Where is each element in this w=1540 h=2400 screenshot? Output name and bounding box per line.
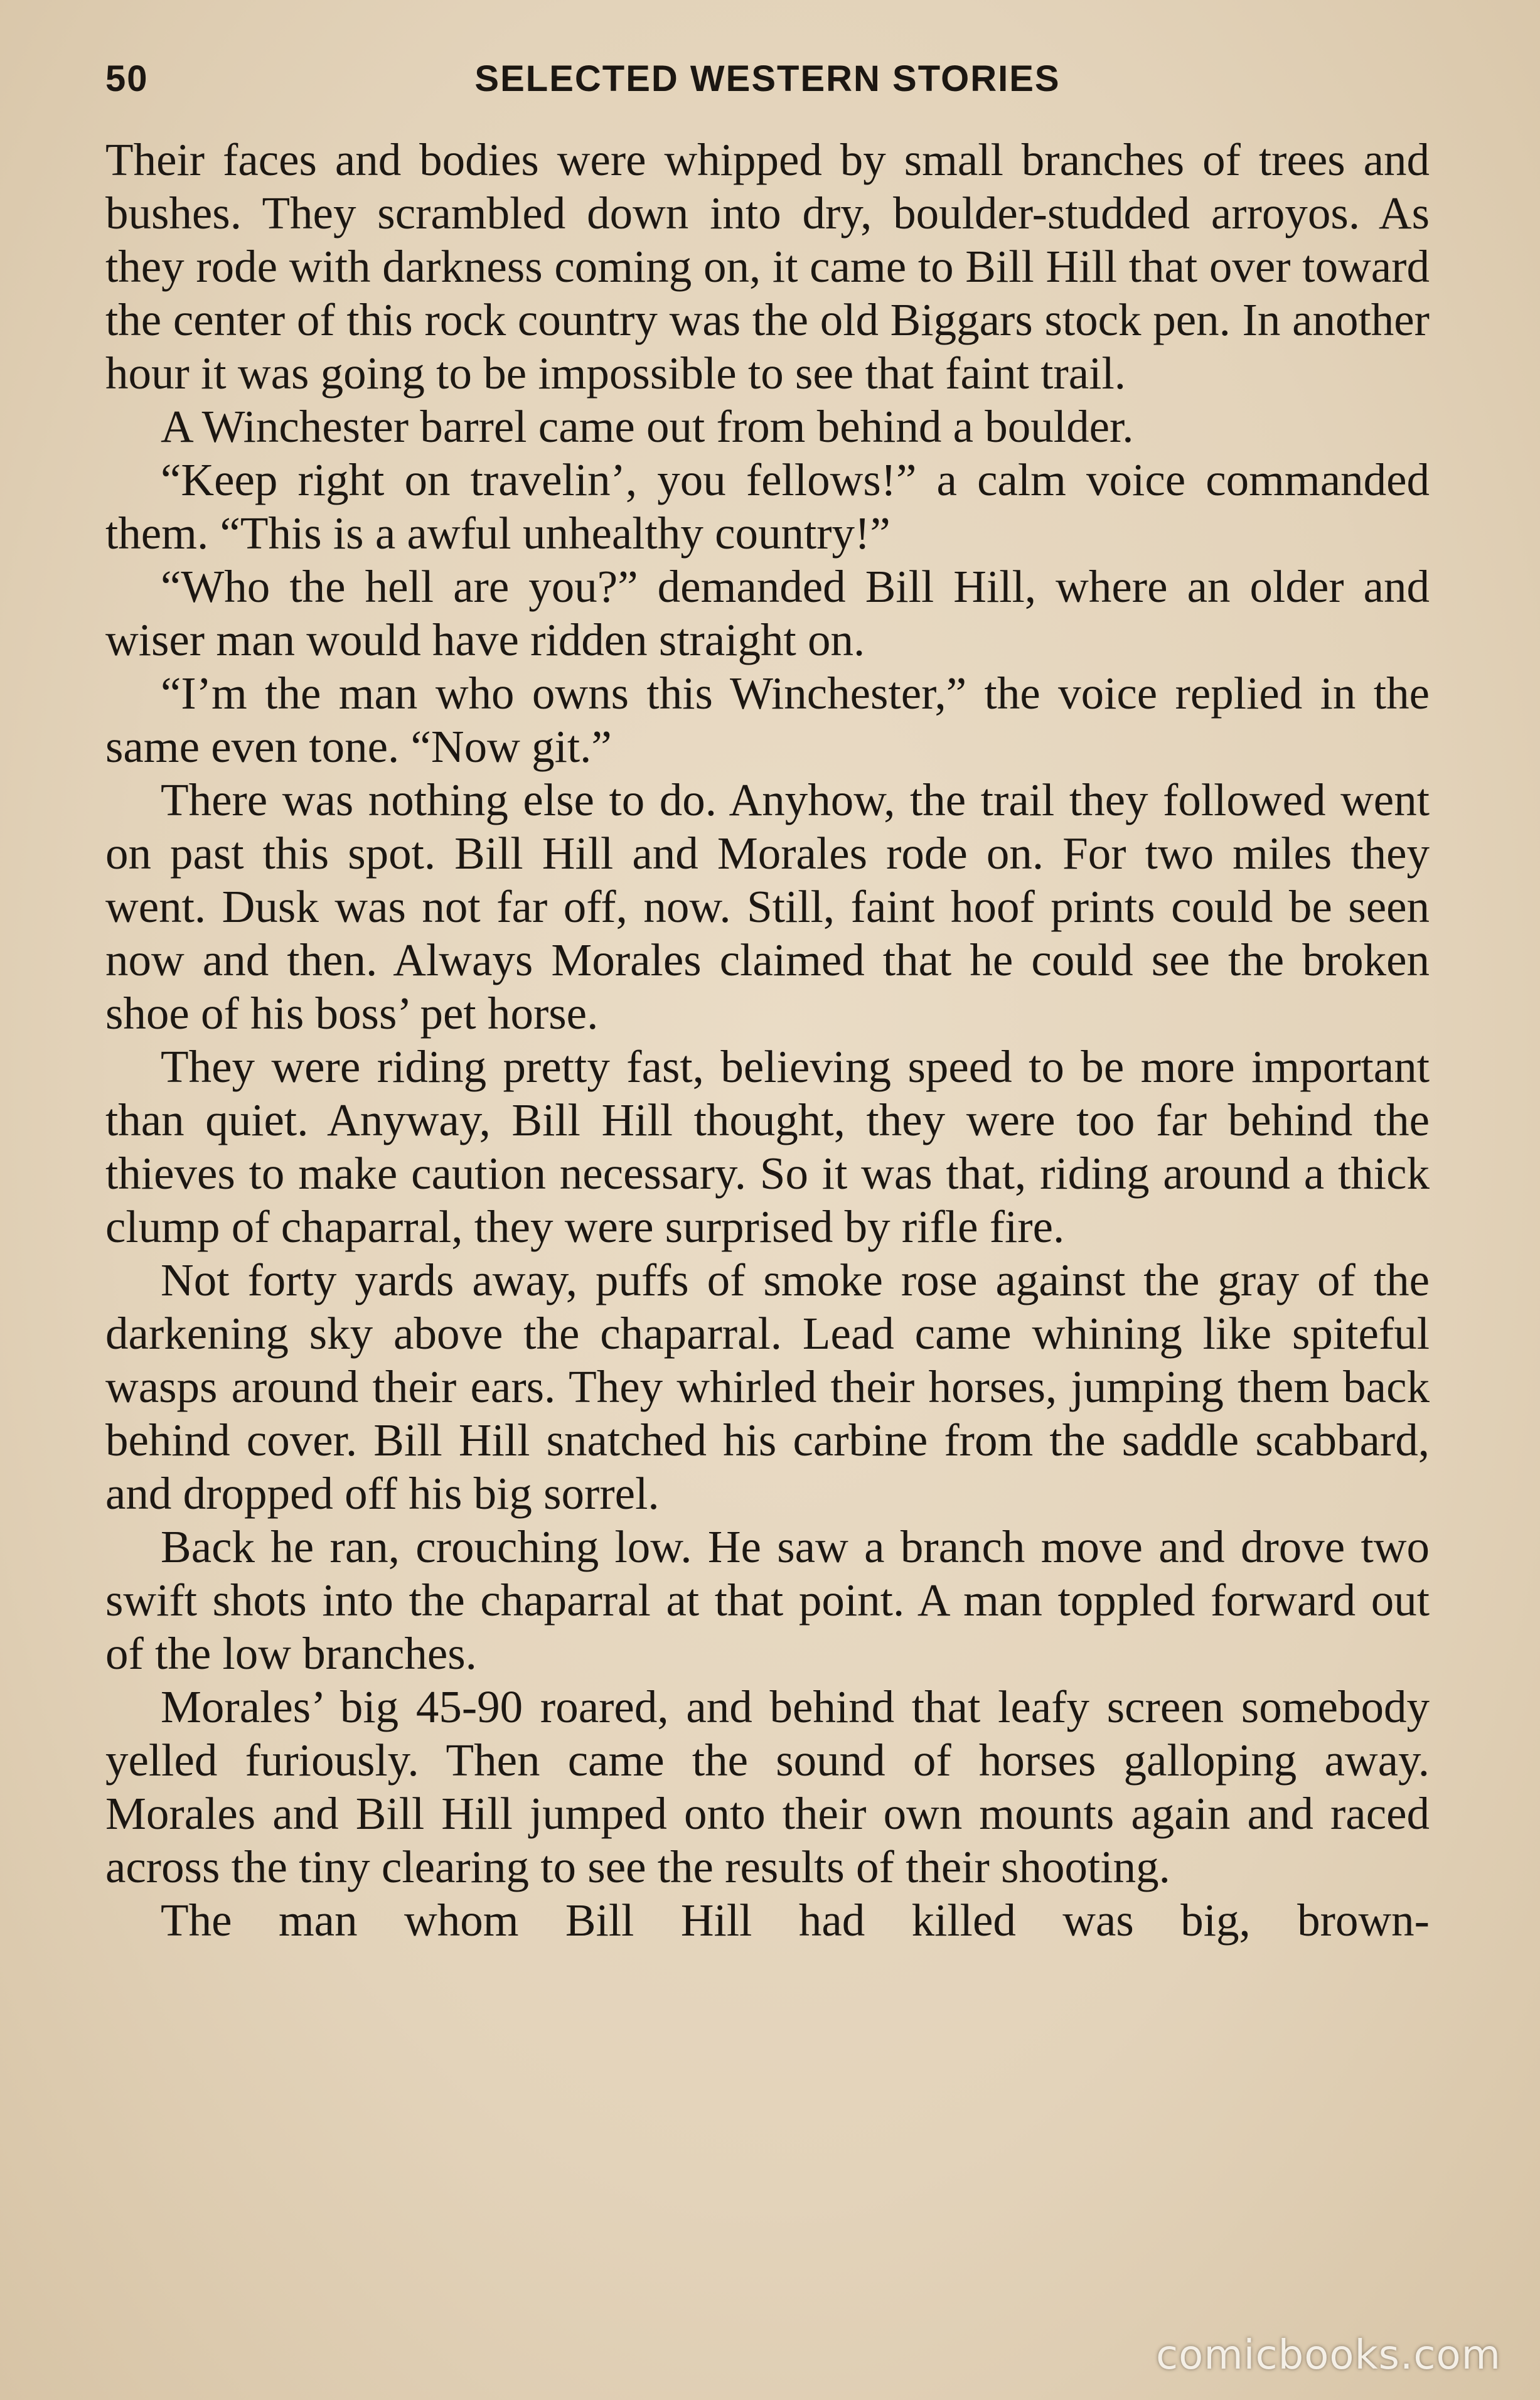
- paragraph: “I’m the man who owns this Winchester,” the voice replied in the same even tone. “Now git.”: [105, 668, 1430, 772]
- paragraph: “Keep right on travelin’, you fellows!” a calm voice commanded them. “This is a awful unhealthy country!”: [105, 454, 1430, 559]
- paragraph: Their faces and bodies were whipped by small branches of trees and bushes. They scrambled down into dry, boulder-studded arroyos. As they rode with darkness coming on, it came to Bill Hill that over toward the center of this rock country was the old Biggars stock pen. In another hour it was going to be impossible to see that faint trail.: [105, 134, 1430, 399]
- paragraph-continues: The man whom Bill Hill had killed was big, brown-: [161, 1895, 1430, 1946]
- site-watermark: comicbooks.com: [1155, 2332, 1501, 2379]
- book-title: SELECTED WESTERN STORIES: [474, 58, 1061, 99]
- running-head: [105, 58, 1430, 114]
- paragraph: A Winchester barrel came out from behind a boulder.: [161, 401, 1134, 452]
- paragraph: They were riding pretty fast, believing speed to be more important than quiet. Anyway, Bill Hill thought, they were too far behind the thieves to make caution necessary. So it was that, riding around a thick clump of chaparral, they were surprised by rifle fire.: [105, 1041, 1430, 1252]
- page-number: 50: [105, 58, 149, 99]
- paragraph: Back he ran, crouching low. He saw a branch move and drove two swift shots into the chaparral at that point. A man toppled forward out of the low branches.: [105, 1521, 1430, 1679]
- paragraph: “Who the hell are you?” demanded Bill Hill, where an older and wiser man would have ridden straight on.: [105, 561, 1430, 665]
- paragraph: There was nothing else to do. Anyhow, the trail they followed went on past this spot. Bill Hill and Morales rode on. For two miles they went. Dusk was not far off, now. Still, faint hoof prints could be seen now and then. Always Morales claimed that he could see the broken shoe of his boss’ pet horse.: [105, 774, 1430, 1039]
- paragraph: Morales’ big 45-90 roared, and behind that leafy screen somebody yelled furiously. Then came the sound of horses galloping away. Morales and Bill Hill jumped onto their own mounts again and raced across the tiny clearing to see the results of their shooting.: [105, 1681, 1430, 1892]
- paragraph: Not forty yards away, puffs of smoke rose against the gray of the darkening sky above the chaparral. Lead came whining like spiteful wasps around their ears. They whirled their horses, jumping them back behind cover. Bill Hill snatched his carbine from the saddle scabbard, and dropped off his big sorrel.: [105, 1255, 1430, 1519]
- story-text: [105, 133, 1430, 1947]
